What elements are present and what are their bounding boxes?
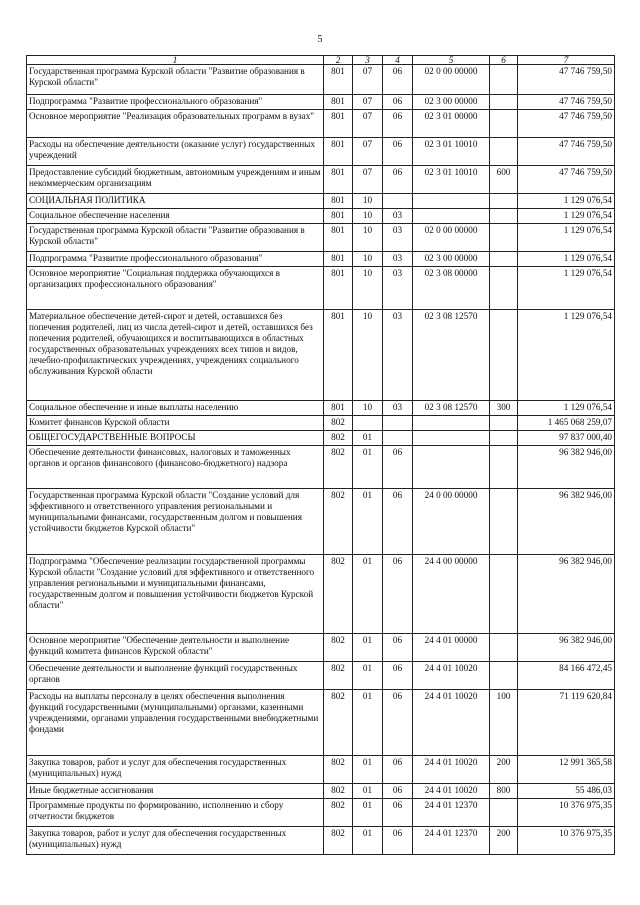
table-row bbox=[27, 65, 615, 95]
row-subsection-cell: 03 bbox=[383, 209, 413, 224]
table-row bbox=[27, 110, 615, 138]
row-admin-code-cell: 802 bbox=[324, 634, 353, 662]
row-expense-type-cell bbox=[490, 310, 518, 401]
row-name-cell: Обеспечение деятельности и выполнение функций государственных органов bbox=[27, 662, 324, 690]
row-amount-cell: 1 129 076,54 bbox=[518, 267, 615, 310]
row-admin-code-cell: 802 bbox=[324, 555, 353, 634]
row-admin-code-cell: 801 bbox=[324, 209, 353, 224]
row-name-cell: Социальное обеспечение и иные выплаты населению bbox=[27, 401, 324, 416]
row-name-cell: Обеспечение деятельности финансовых, налоговых и таможенных органов и органов финансового (финансово-бюджетного) надзора bbox=[27, 446, 324, 489]
row-admin-code-cell: 801 bbox=[324, 267, 353, 310]
row-section-cell: 10 bbox=[353, 194, 383, 209]
row-section-cell: 01 bbox=[353, 690, 383, 756]
row-admin-code-cell: 802 bbox=[324, 431, 353, 446]
row-target-article-cell: 24 0 00 00000 bbox=[413, 489, 490, 555]
table-row bbox=[27, 224, 615, 252]
row-admin-code-cell: 802 bbox=[324, 416, 353, 431]
row-expense-type-cell bbox=[490, 555, 518, 634]
row-name-cell: Закупка товаров, работ и услуг для обеспечения государственных (муниципальных) нужд bbox=[27, 827, 324, 855]
row-amount-cell: 84 166 472,45 bbox=[518, 662, 615, 690]
row-name-cell: Предоставление субсидий бюджетным, автономным учреждениям и иным некоммерческим организациям bbox=[27, 166, 324, 194]
row-amount-cell: 1 129 076,54 bbox=[518, 310, 615, 401]
row-name-cell: Государственная программа Курской области "Создание условий для эффективного и ответственного управления региональными и муниципальными финансами, государственным долгом и повышения устойчивости бюджетов Курской области" bbox=[27, 489, 324, 555]
row-section-cell: 07 bbox=[353, 95, 383, 110]
row-amount-cell: 71 119 620,84 bbox=[518, 690, 615, 756]
row-name-cell: Социальное обеспечение населения bbox=[27, 209, 324, 224]
row-expense-type-cell: 200 bbox=[490, 756, 518, 784]
row-subsection-cell: 06 bbox=[383, 634, 413, 662]
header-cell-7: 7 bbox=[518, 56, 615, 65]
row-name-cell: Государственная программа Курской области "Развитие образования в Курской области" bbox=[27, 224, 324, 252]
row-amount-cell: 96 382 946,00 bbox=[518, 489, 615, 555]
row-section-cell: 01 bbox=[353, 431, 383, 446]
table-row bbox=[27, 799, 615, 827]
row-name-cell: СОЦИАЛЬНАЯ ПОЛИТИКА bbox=[27, 194, 324, 209]
row-admin-code-cell: 801 bbox=[324, 110, 353, 138]
table-row bbox=[27, 827, 615, 855]
table-row bbox=[27, 95, 615, 110]
row-target-article-cell: 24 4 01 10020 bbox=[413, 784, 490, 799]
row-expense-type-cell bbox=[490, 416, 518, 431]
row-amount-cell: 96 382 946,00 bbox=[518, 446, 615, 489]
row-admin-code-cell: 801 bbox=[324, 224, 353, 252]
row-amount-cell: 1 129 076,54 bbox=[518, 194, 615, 209]
row-admin-code-cell: 801 bbox=[324, 401, 353, 416]
row-amount-cell: 96 382 946,00 bbox=[518, 555, 615, 634]
row-subsection-cell: 06 bbox=[383, 110, 413, 138]
row-expense-type-cell bbox=[490, 65, 518, 95]
table-row bbox=[27, 166, 615, 194]
header-row bbox=[27, 56, 615, 65]
row-admin-code-cell: 802 bbox=[324, 827, 353, 855]
row-target-article-cell bbox=[413, 431, 490, 446]
row-admin-code-cell: 802 bbox=[324, 756, 353, 784]
row-target-article-cell: 24 4 01 00000 bbox=[413, 634, 490, 662]
row-admin-code-cell: 801 bbox=[324, 95, 353, 110]
row-target-article-cell: 02 3 08 12570 bbox=[413, 401, 490, 416]
header-cell-5: 5 bbox=[413, 56, 490, 65]
row-name-cell: Иные бюджетные ассигнования bbox=[27, 784, 324, 799]
row-admin-code-cell: 802 bbox=[324, 446, 353, 489]
row-expense-type-cell bbox=[490, 799, 518, 827]
row-target-article-cell bbox=[413, 209, 490, 224]
row-subsection-cell: 06 bbox=[383, 662, 413, 690]
row-expense-type-cell bbox=[490, 224, 518, 252]
row-subsection-cell bbox=[383, 431, 413, 446]
row-amount-cell: 47 746 759,50 bbox=[518, 95, 615, 110]
row-amount-cell: 10 376 975,35 bbox=[518, 827, 615, 855]
table-row bbox=[27, 194, 615, 209]
row-expense-type-cell: 600 bbox=[490, 166, 518, 194]
row-section-cell: 10 bbox=[353, 224, 383, 252]
row-subsection-cell: 06 bbox=[383, 784, 413, 799]
row-expense-type-cell bbox=[490, 662, 518, 690]
row-target-article-cell: 24 4 01 10020 bbox=[413, 662, 490, 690]
table-row bbox=[27, 310, 615, 401]
table-row bbox=[27, 431, 615, 446]
row-target-article-cell: 02 3 08 00000 bbox=[413, 267, 490, 310]
row-target-article-cell: 24 4 00 00000 bbox=[413, 555, 490, 634]
row-amount-cell: 1 129 076,54 bbox=[518, 401, 615, 416]
row-name-cell: Закупка товаров, работ и услуг для обеспечения государственных (муниципальных) нужд bbox=[27, 756, 324, 784]
row-target-article-cell: 24 4 01 10020 bbox=[413, 756, 490, 784]
row-subsection-cell: 06 bbox=[383, 489, 413, 555]
row-subsection-cell: 06 bbox=[383, 555, 413, 634]
row-section-cell: 10 bbox=[353, 252, 383, 267]
row-name-cell: Комитет финансов Курской области bbox=[27, 416, 324, 431]
row-subsection-cell: 03 bbox=[383, 224, 413, 252]
row-name-cell: Государственная программа Курской области "Развитие образования в Курской области" bbox=[27, 65, 324, 95]
table-row bbox=[27, 634, 615, 662]
row-name-cell: Материальное обеспечение детей-сирот и детей, оставшихся без попечения родителей, лиц из числа детей-сирот и детей, оставшихся без попечения родителей, обучающихся и воспитывающихся в областных государственных образовательных учреждениях всех типов и видов, лечебно-профилактических учреждениях, учреждениях социального обслуживания Курской области bbox=[27, 310, 324, 401]
row-target-article-cell: 02 0 00 00000 bbox=[413, 224, 490, 252]
table-row bbox=[27, 267, 615, 310]
row-section-cell: 07 bbox=[353, 65, 383, 95]
row-expense-type-cell bbox=[490, 110, 518, 138]
row-amount-cell: 12 991 365,58 bbox=[518, 756, 615, 784]
row-admin-code-cell: 802 bbox=[324, 690, 353, 756]
row-section-cell: 01 bbox=[353, 634, 383, 662]
row-subsection-cell: 06 bbox=[383, 827, 413, 855]
row-name-cell: Расходы на обеспечение деятельности (оказание услуг) государственных учреждений bbox=[27, 138, 324, 166]
row-amount-cell: 1 129 076,54 bbox=[518, 209, 615, 224]
row-target-article-cell bbox=[413, 416, 490, 431]
table-row bbox=[27, 784, 615, 799]
row-subsection-cell: 06 bbox=[383, 799, 413, 827]
table-body bbox=[27, 65, 615, 855]
row-name-cell: Подпрограмма "Развитие профессионального образования" bbox=[27, 252, 324, 267]
row-amount-cell: 1 465 068 259,07 bbox=[518, 416, 615, 431]
header-cell-6: 6 bbox=[490, 56, 518, 65]
row-section-cell: 01 bbox=[353, 662, 383, 690]
row-admin-code-cell: 801 bbox=[324, 166, 353, 194]
row-target-article-cell: 02 3 00 00000 bbox=[413, 95, 490, 110]
row-amount-cell: 96 382 946,00 bbox=[518, 634, 615, 662]
row-name-cell: Подпрограмма "Обеспечение реализации государственной программы Курской области "Создание условий для эффективного и ответственного управления региональными и муниципальными финансами, государственным долгом и повышения устойчивости бюджетов Курской области" bbox=[27, 555, 324, 634]
row-amount-cell: 1 129 076,54 bbox=[518, 224, 615, 252]
row-amount-cell: 47 746 759,50 bbox=[518, 110, 615, 138]
row-target-article-cell: 02 3 01 10010 bbox=[413, 166, 490, 194]
row-admin-code-cell: 801 bbox=[324, 138, 353, 166]
row-admin-code-cell: 801 bbox=[324, 65, 353, 95]
row-expense-type-cell bbox=[490, 489, 518, 555]
row-expense-type-cell: 300 bbox=[490, 401, 518, 416]
row-subsection-cell: 06 bbox=[383, 446, 413, 489]
table-row bbox=[27, 138, 615, 166]
row-subsection-cell: 06 bbox=[383, 138, 413, 166]
row-section-cell: 01 bbox=[353, 827, 383, 855]
row-subsection-cell: 06 bbox=[383, 95, 413, 110]
row-amount-cell: 97 837 000,40 bbox=[518, 431, 615, 446]
row-amount-cell: 47 746 759,50 bbox=[518, 65, 615, 95]
row-expense-type-cell: 100 bbox=[490, 690, 518, 756]
row-expense-type-cell bbox=[490, 209, 518, 224]
row-admin-code-cell: 802 bbox=[324, 784, 353, 799]
row-subsection-cell bbox=[383, 416, 413, 431]
table-row bbox=[27, 662, 615, 690]
row-expense-type-cell bbox=[490, 252, 518, 267]
page-number: 5 bbox=[317, 34, 323, 45]
row-section-cell bbox=[353, 416, 383, 431]
table-row bbox=[27, 401, 615, 416]
row-target-article-cell bbox=[413, 446, 490, 489]
row-subsection-cell bbox=[383, 194, 413, 209]
row-section-cell: 10 bbox=[353, 401, 383, 416]
row-section-cell: 10 bbox=[353, 209, 383, 224]
row-admin-code-cell: 802 bbox=[324, 489, 353, 555]
row-name-cell: Основное мероприятие "Реализация образовательных программ в вузах" bbox=[27, 110, 324, 138]
row-target-article-cell: 02 3 01 00000 bbox=[413, 110, 490, 138]
row-subsection-cell: 06 bbox=[383, 166, 413, 194]
row-section-cell: 01 bbox=[353, 784, 383, 799]
row-target-article-cell bbox=[413, 194, 490, 209]
row-target-article-cell: 24 4 01 12370 bbox=[413, 827, 490, 855]
row-expense-type-cell bbox=[490, 138, 518, 166]
row-section-cell: 01 bbox=[353, 446, 383, 489]
row-section-cell: 01 bbox=[353, 489, 383, 555]
row-subsection-cell: 03 bbox=[383, 310, 413, 401]
row-target-article-cell: 24 4 01 12370 bbox=[413, 799, 490, 827]
row-name-cell: Основное мероприятие "Социальная поддержка обучающихся в организациях профессионального образования" bbox=[27, 267, 324, 310]
row-subsection-cell: 06 bbox=[383, 756, 413, 784]
header-cell-4: 4 bbox=[383, 56, 413, 65]
row-admin-code-cell: 802 bbox=[324, 662, 353, 690]
row-target-article-cell: 02 3 08 12570 bbox=[413, 310, 490, 401]
row-subsection-cell: 03 bbox=[383, 252, 413, 267]
row-subsection-cell: 06 bbox=[383, 65, 413, 95]
table-row bbox=[27, 555, 615, 634]
row-target-article-cell: 02 3 00 00000 bbox=[413, 252, 490, 267]
row-amount-cell: 1 129 076,54 bbox=[518, 252, 615, 267]
row-expense-type-cell bbox=[490, 431, 518, 446]
row-expense-type-cell bbox=[490, 267, 518, 310]
row-section-cell: 01 bbox=[353, 555, 383, 634]
row-amount-cell: 55 486,03 bbox=[518, 784, 615, 799]
row-expense-type-cell bbox=[490, 95, 518, 110]
row-section-cell: 07 bbox=[353, 110, 383, 138]
row-section-cell: 07 bbox=[353, 166, 383, 194]
row-subsection-cell: 03 bbox=[383, 267, 413, 310]
row-target-article-cell: 02 3 01 10010 bbox=[413, 138, 490, 166]
row-name-cell: Подпрограмма "Развитие профессионального образования" bbox=[27, 95, 324, 110]
row-name-cell: ОБЩЕГОСУДАРСТВЕННЫЕ ВОПРОСЫ bbox=[27, 431, 324, 446]
table-row bbox=[27, 252, 615, 267]
row-amount-cell: 47 746 759,50 bbox=[518, 138, 615, 166]
row-subsection-cell: 06 bbox=[383, 690, 413, 756]
row-section-cell: 01 bbox=[353, 799, 383, 827]
row-section-cell: 10 bbox=[353, 310, 383, 401]
row-subsection-cell: 03 bbox=[383, 401, 413, 416]
row-expense-type-cell bbox=[490, 194, 518, 209]
row-admin-code-cell: 802 bbox=[324, 799, 353, 827]
table-row bbox=[27, 209, 615, 224]
row-admin-code-cell: 801 bbox=[324, 310, 353, 401]
table-row bbox=[27, 489, 615, 555]
row-expense-type-cell: 200 bbox=[490, 827, 518, 855]
header-cell-3: 3 bbox=[353, 56, 383, 65]
row-section-cell: 01 bbox=[353, 756, 383, 784]
row-amount-cell: 10 376 975,35 bbox=[518, 799, 615, 827]
row-admin-code-cell: 801 bbox=[324, 252, 353, 267]
row-section-cell: 07 bbox=[353, 138, 383, 166]
row-amount-cell: 47 746 759,50 bbox=[518, 166, 615, 194]
table-row bbox=[27, 690, 615, 756]
table-row bbox=[27, 416, 615, 431]
table-row bbox=[27, 446, 615, 489]
row-name-cell: Расходы на выплаты персоналу в целях обеспечения выполнения функций государственными (муниципальными) органами, казенными учреждениями, органами управления государственными внебюджетными фондами bbox=[27, 690, 324, 756]
budget-table bbox=[26, 55, 615, 855]
row-expense-type-cell bbox=[490, 446, 518, 489]
row-section-cell: 10 bbox=[353, 267, 383, 310]
row-expense-type-cell: 800 bbox=[490, 784, 518, 799]
row-admin-code-cell: 801 bbox=[324, 194, 353, 209]
row-name-cell: Программные продукты по формированию, исполнению и сбору отчетности бюджетов bbox=[27, 799, 324, 827]
header-cell-2: 2 bbox=[324, 56, 353, 65]
row-expense-type-cell bbox=[490, 634, 518, 662]
row-target-article-cell: 02 0 00 00000 bbox=[413, 65, 490, 95]
row-target-article-cell: 24 4 01 10020 bbox=[413, 690, 490, 756]
header-cell-1: 1 bbox=[27, 56, 324, 65]
row-name-cell: Основное мероприятие "Обеспечение деятельности и выполнение функций комитета финансов Курской области" bbox=[27, 634, 324, 662]
table-row bbox=[27, 756, 615, 784]
